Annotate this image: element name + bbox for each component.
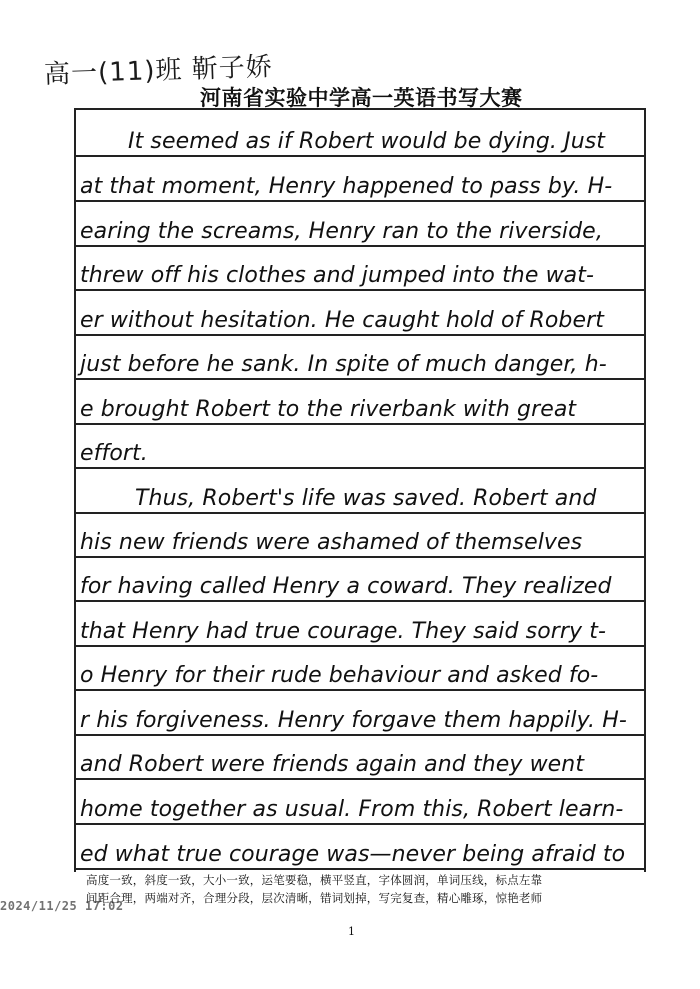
criteria-line-1: 高度一致，斜度一致，大小一致，运笔要稳，横平竖直，字体圆润，单词压线，标点左靠 — [86, 873, 543, 887]
ruled-line — [74, 600, 644, 602]
ruled-line — [74, 512, 644, 514]
ruled-line — [74, 556, 644, 558]
writing-line-4: threw off his clothes and jumped into the wat- — [80, 263, 595, 288]
ruled-line — [74, 200, 644, 202]
ruled-line — [74, 823, 644, 825]
writing-line-17: ed what true courage was—never being afraid to — [80, 842, 626, 867]
writing-line-9: Thus, Robert's life was saved. Robert and — [135, 486, 597, 511]
date-stamp: 2024/11/25 17:02 — [0, 899, 124, 913]
writing-line-5: er without hesitation. He caught hold of Robert — [80, 308, 604, 333]
writing-line-10: his new friends were ashamed of themselves — [80, 530, 583, 555]
writing-line-16: home together as usual. From this, Robert learn- — [80, 797, 624, 822]
writing-line-11: for having called Henry a coward. They realized — [80, 574, 612, 599]
handwritten-class-name: 高一(11)班 靳子娇 — [43, 52, 274, 90]
ruled-line — [74, 334, 644, 336]
writing-line-12: that Henry had true courage. They said sorry t- — [80, 619, 607, 644]
ruled-line — [74, 155, 644, 157]
writing-line-6: just before he sank. In spite of much danger, h- — [80, 352, 607, 377]
ruled-line — [74, 645, 644, 647]
ruled-line — [74, 423, 644, 425]
ruled-line — [74, 689, 644, 691]
ruled-line — [74, 245, 644, 247]
writing-line-7: e brought Robert to the riverbank with great — [80, 397, 577, 422]
writing-line-15: and Robert were friends again and they went — [80, 752, 585, 777]
criteria-line-2: 间距合理，两端对齐，合理分段，层次清晰，错词划掉，写完复查，精心雕琢，惊艳老师 — [86, 891, 543, 905]
ruled-line — [74, 467, 644, 469]
writing-line-2: at that moment, Henry happened to pass by. H- — [80, 174, 613, 199]
writing-line-14: r his forgiveness. Henry forgave them happily. H- — [80, 708, 627, 733]
writing-line-8: effort. — [80, 441, 148, 466]
contest-title: 河南省实验中学高一英语书写大赛 — [200, 85, 523, 110]
writing-line-13: o Henry for their rude behaviour and asked fo- — [80, 663, 599, 688]
ruled-line — [74, 868, 644, 870]
ruled-line — [74, 289, 644, 291]
writing-line-3: earing the screams, Henry ran to the riverside, — [80, 219, 603, 244]
page-number: 1 — [348, 925, 355, 938]
ruled-line — [74, 734, 644, 736]
writing-line-1: It seemed as if Robert would be dying. Just — [128, 129, 606, 154]
ruled-line — [74, 378, 644, 380]
ruled-line — [74, 778, 644, 780]
